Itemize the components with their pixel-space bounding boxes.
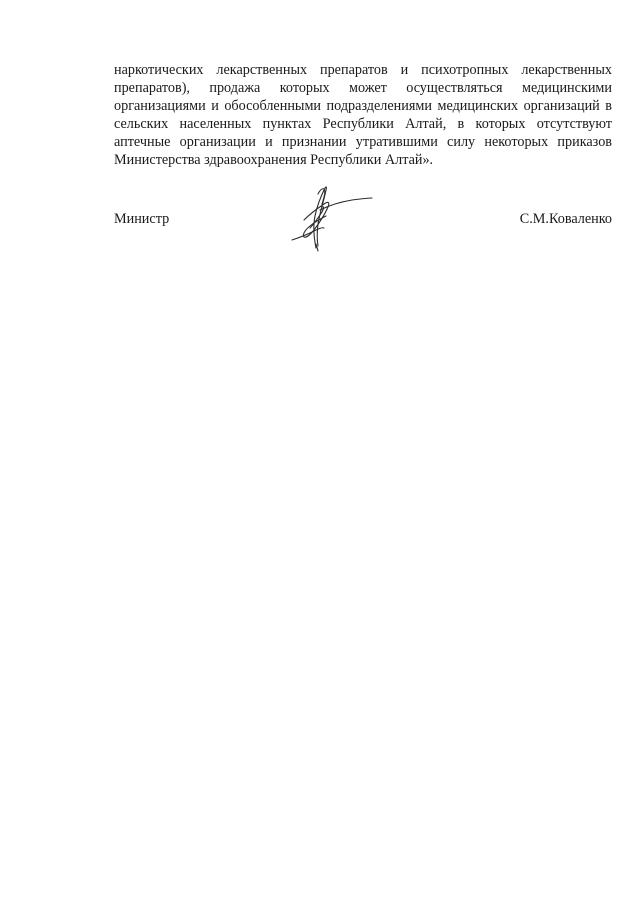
paragraph-line: аптечные организации и признании утратившими силу некоторых приказов bbox=[114, 134, 612, 150]
paragraph-line: сельских населенных пунктах Республики Алтай, в которых отсутствуют bbox=[114, 116, 612, 132]
handwritten-signature bbox=[280, 180, 380, 252]
paragraph-line: наркотических лекарственных препаратов и психотропных лекарственных bbox=[114, 62, 612, 78]
paragraph-line: организациями и обособленными подразделениями медицинских организаций в bbox=[114, 98, 612, 114]
paragraph-line: Министерства здравоохранения Республики Алтай». bbox=[114, 152, 434, 168]
signer-name: С.М.Коваленко bbox=[519, 211, 612, 227]
position-title: Министр bbox=[114, 211, 170, 227]
paragraph-line: препаратов), продажа которых может осуществляться медицинскими bbox=[114, 80, 612, 96]
document-paragraph bbox=[114, 61, 612, 169]
